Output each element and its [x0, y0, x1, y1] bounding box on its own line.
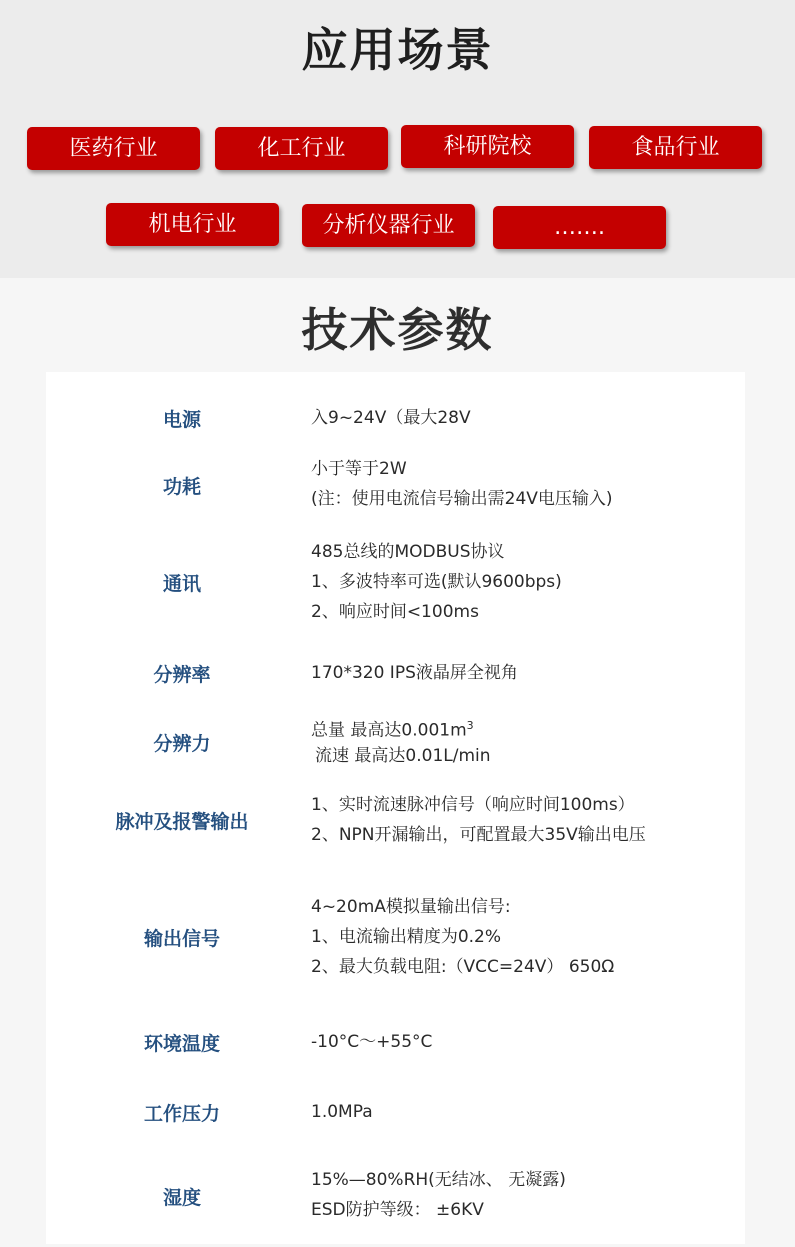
spec-label: 功耗 — [162, 476, 201, 498]
spec-value: 15%—80%RH(无结冰、 无凝露) ESD防护等级： ±6KV — [311, 1170, 566, 1220]
spec-label: 通讯 — [162, 573, 201, 595]
spec-value: 1.0MPa — [311, 1102, 373, 1122]
spec-value: 1、实时流速脉冲信号（响应时间100ms） 2、NPN开漏输出，可配置最大35V输出电压 — [311, 795, 646, 845]
spec-value: 总量 最高达$0.001m^3$ 流速 最高达0.01L/min — [311, 719, 491, 766]
spec-label: 脉冲及报警输出 — [115, 811, 249, 833]
spec-label: 分辨力 — [153, 733, 211, 755]
specs-title: 技术参数 — [301, 303, 494, 357]
tag-chemical: 化工行业 — [215, 127, 388, 170]
spec-label: 湿度 — [162, 1187, 201, 1209]
spec-value: 4~20mA模拟量输出信号: 1、电流输出精度为0.2% 2、最大负载电阻:（VCC=24V） 650Ω — [311, 897, 615, 977]
tag-analytical-instruments: 分析仪器行业 — [302, 204, 475, 247]
tag-more: ……. — [493, 206, 666, 249]
scenes-title: 应用场景 — [301, 23, 494, 77]
spec-value: 170*320 IPS液晶屏全视角 — [311, 663, 518, 683]
tag-food: 食品行业 — [589, 126, 762, 169]
spec-label: 分辨率 — [153, 664, 211, 686]
specs-table — [46, 372, 745, 1244]
spec-label: 工作压力 — [143, 1103, 220, 1125]
spec-value: 入9~24V（最大28V — [311, 408, 471, 428]
tag-pharma: 医药行业 — [27, 127, 200, 170]
tag-electromechanical: 机电行业 — [106, 203, 279, 246]
spec-label: 电源 — [162, 409, 201, 431]
tag-research: 科研院校 — [401, 125, 574, 168]
spec-label: 输出信号 — [143, 928, 220, 950]
spec-value: 小于等于2W (注：使用电流信号输出需24V电压输入) — [311, 459, 613, 509]
spec-value: 485总线的MODBUS协议 1、多波特率可选(默认9600bps) 2、响应时间<100ms — [311, 542, 562, 622]
spec-value: -10°C～+55°C — [311, 1032, 433, 1052]
spec-label: 环境温度 — [143, 1033, 220, 1055]
